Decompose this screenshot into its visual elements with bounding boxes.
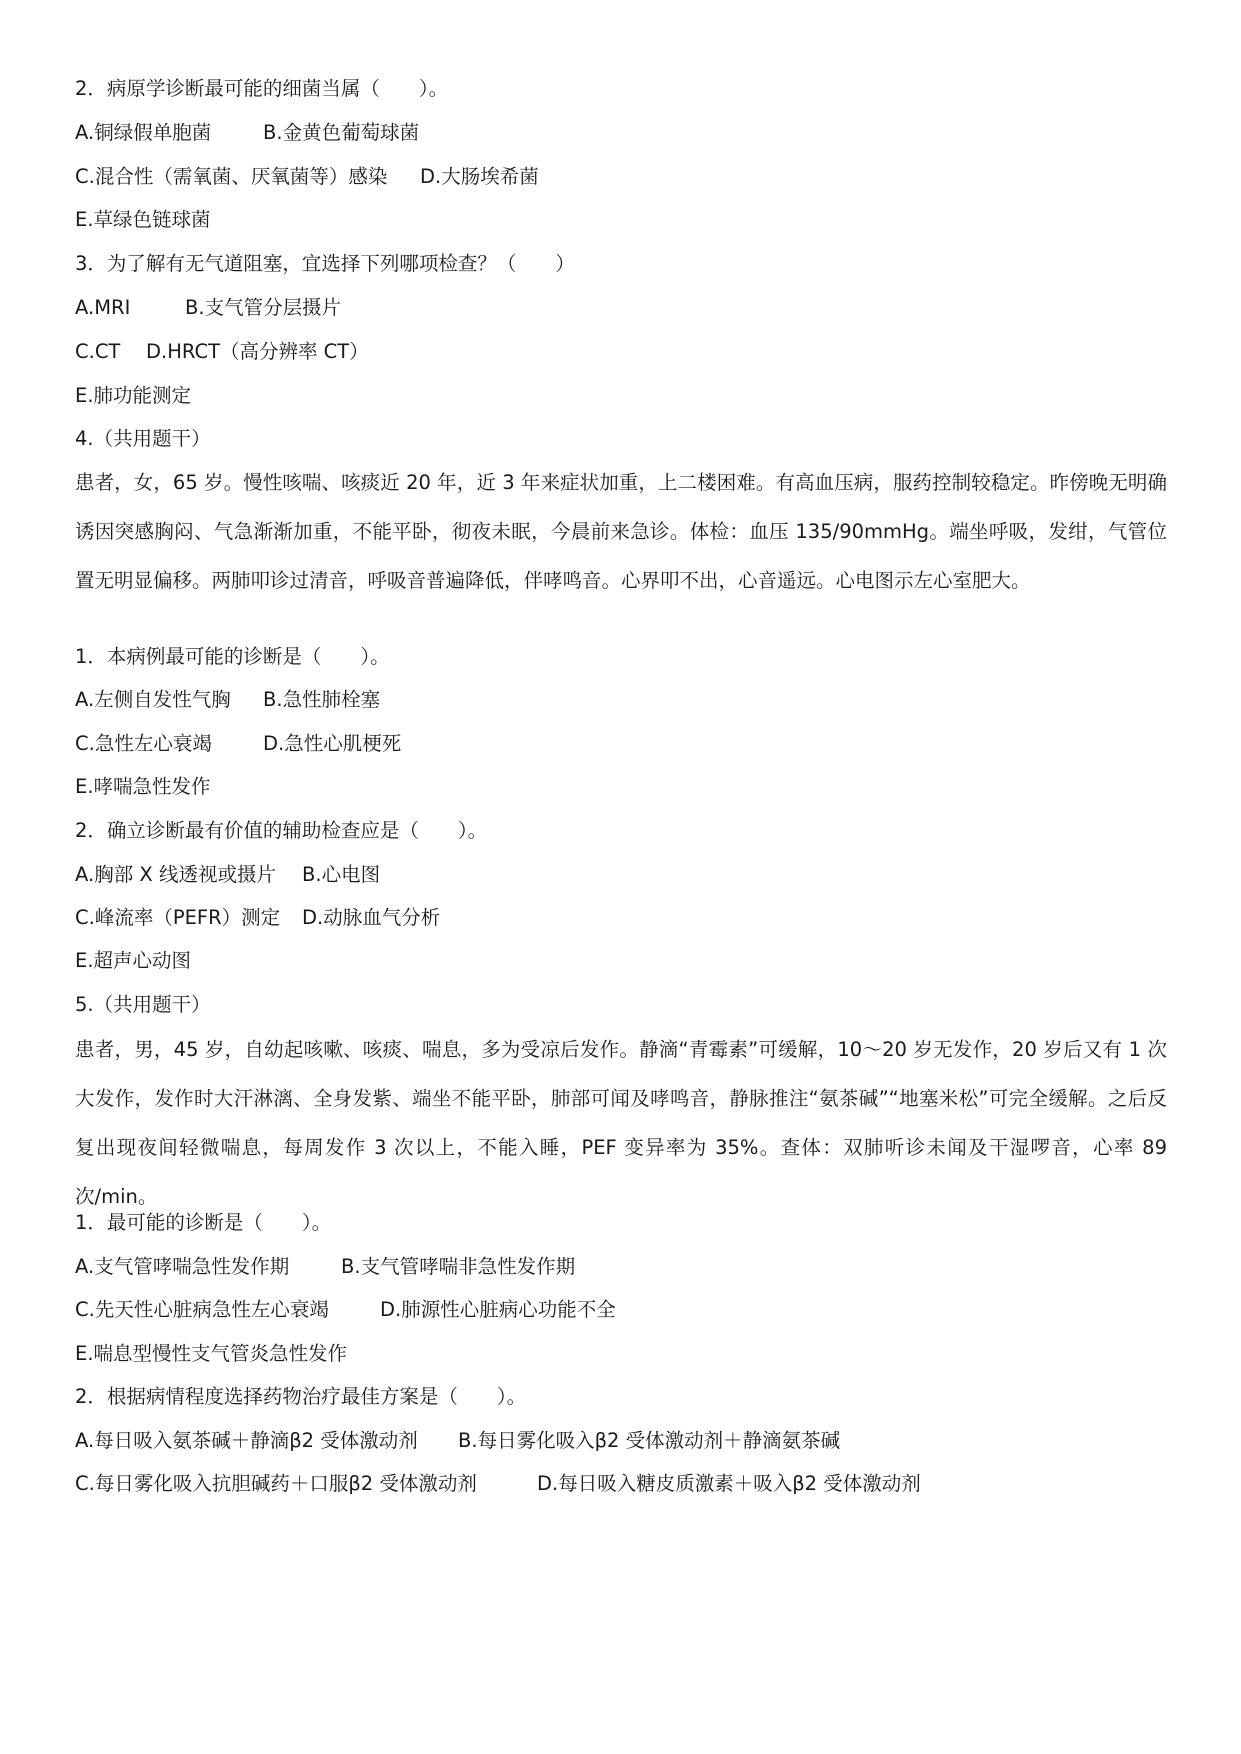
- option-d: D.每日吸入糖皮质激素＋吸入β2 受体激动剂: [537, 1472, 921, 1495]
- question-3-stem: 3．为了解有无气道阻塞，宜选择下列哪项检查？（ ）: [75, 252, 575, 275]
- question-5-2-stem: 2．根据病情程度选择药物治疗最佳方案是（ ）。: [75, 1385, 527, 1408]
- option-a: A.每日吸入氨茶碱＋静滴β2 受体激动剂: [75, 1429, 418, 1452]
- option-a: A.MRI: [75, 296, 131, 319]
- option-b: B.支气管哮喘非急性发作期: [341, 1255, 576, 1278]
- option-c: C.CT: [75, 340, 121, 363]
- option-a: A.支气管哮喘急性发作期: [75, 1255, 290, 1278]
- option-e: E.草绿色链球菌: [75, 208, 211, 231]
- case-4-paragraph: 患者，女，65 岁。慢性咳喘、咳痰近 20 年，近 3 年来症状加重，上二楼困难。有高血压病，服药控制较稳定。昨傍晚无明确诱因突感胸闷、气急渐渐加重，不能平卧，彻夜未眠，今晨前来急诊。体检：血压 135/90mmHg。端坐呼吸，发绀，气管位置无明显偏移。两肺叩诊过清音，呼吸音普遍降低，伴哮鸣音。心界叩不出，心音遥远。心电图示左心室肥大。: [75, 471, 1167, 592]
- question-4-1-stem: 1．本病例最可能的诊断是（ ）。: [75, 645, 390, 668]
- option-a: A.左侧自发性气胸: [75, 688, 231, 711]
- question-4-2-stem: 2．确立诊断最有价值的辅助检查应是（ ）。: [75, 819, 488, 842]
- option-b: B.心电图: [302, 863, 381, 886]
- option-b: B.急性肺栓塞: [263, 688, 381, 711]
- question-5-1-stem: 1．最可能的诊断是（ ）。: [75, 1211, 332, 1234]
- option-a: A.铜绿假单胞菌: [75, 121, 212, 144]
- option-c: C.先天性心脏病急性左心衰竭: [75, 1298, 329, 1321]
- option-c: C.每日雾化吸入抗胆碱药＋口服β2 受体激动剂: [75, 1472, 477, 1495]
- option-a: A.胸部 X 线透视或摄片: [75, 863, 276, 886]
- option-e: E.超声心动图: [75, 949, 192, 972]
- option-e: E.肺功能测定: [75, 384, 192, 407]
- option-c: C.混合性（需氧菌、厌氧菌等）感染: [75, 165, 388, 188]
- question-2-stem: 2．病原学诊断最可能的细菌当属（ ）。: [75, 77, 449, 100]
- option-d: D.HRCT（高分辨率 CT）: [146, 340, 369, 363]
- option-e: E.喘息型慢性支气管炎急性发作: [75, 1342, 348, 1365]
- option-d: D.大肠埃希菌: [420, 165, 539, 188]
- option-d: D.肺源性心脏病心功能不全: [380, 1298, 616, 1321]
- section-5-heading: 5.（共用题干）: [75, 993, 211, 1016]
- case-5-paragraph: 患者，男，45 岁，自幼起咳嗽、咳痰、喘息，多为受凉后发作。静滴“青霉素”可缓解，10～20 岁无发作，20 岁后又有 1 次大发作，发作时大汗淋漓、全身发紫、端坐不能平卧，肺部可闻及哮鸣音，静脉推注“氨茶碱”“地塞米松”可完全缓解。之后反复出现夜间轻微喘息，每周发作 3 次以上，不能入睡，PEF 变异率为 35%。查体：双肺听诊未闻及干湿啰音，心率 89 次/min。: [75, 1038, 1167, 1208]
- option-b: B.金黄色葡萄球菌: [263, 121, 420, 144]
- option-b: B.每日雾化吸入β2 受体激动剂＋静滴氨茶碱: [458, 1429, 841, 1452]
- option-c: C.峰流率（PEFR）测定: [75, 906, 281, 929]
- option-b: B.支气管分层摄片: [185, 296, 342, 319]
- option-d: D.动脉血气分析: [302, 906, 441, 929]
- option-d: D.急性心肌梗死: [263, 732, 402, 755]
- option-c: C.急性左心衰竭: [75, 732, 212, 755]
- section-4-heading: 4.（共用题干）: [75, 427, 211, 450]
- option-e: E.哮喘急性发作: [75, 775, 211, 798]
